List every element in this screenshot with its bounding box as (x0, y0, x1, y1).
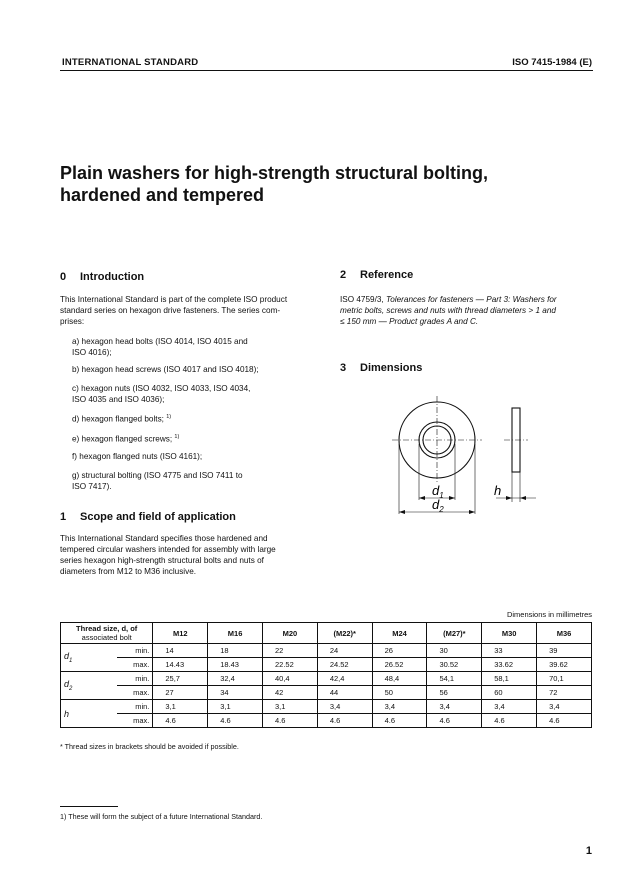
dimensions-heading-text: Dimensions (360, 362, 423, 374)
table-cell: 42 (263, 686, 318, 700)
footnote-ref: 1) (166, 414, 172, 420)
intro-list-item-g (72, 470, 243, 492)
intro-list-item-f (72, 451, 202, 462)
table-cell: 3,4 (537, 700, 592, 714)
table-cell: 30 (427, 644, 482, 658)
max-label: max. (117, 686, 153, 700)
reference-heading (340, 269, 413, 281)
table-footnote: * Thread sizes in brackets should be avoided if possible. (60, 742, 239, 751)
washer-drawing (392, 378, 542, 518)
reference-heading-text: Reference (360, 269, 414, 281)
table-cell: 40,4 (263, 672, 318, 686)
title-line-1: Plain washers for high-strength structural bolting, (60, 163, 489, 183)
scope-line: tempered circular washers intended for assembly with large (60, 545, 276, 554)
reference-number: 2 (340, 269, 347, 281)
list-item-line: d) hexagon flanged bolts; (72, 414, 164, 424)
list-item-line: ISO 7417). (72, 482, 112, 491)
table-row (61, 658, 592, 672)
table-cell: 3,4 (482, 700, 537, 714)
size-header: M36 (537, 623, 592, 644)
scope-number: 1 (60, 511, 67, 523)
table-cell: 4.6 (317, 714, 372, 728)
reference-line (340, 294, 592, 305)
size-header: M30 (482, 623, 537, 644)
table-cell: 32,4 (208, 672, 263, 686)
list-item-line: c) hexagon nuts (ISO 4032, ISO 4033, ISO 4034, (72, 384, 251, 393)
table-row (61, 700, 592, 714)
table-cell: 22 (263, 644, 318, 658)
table-cell: 18.43 (208, 658, 263, 672)
intro-heading (60, 271, 144, 283)
table-row (61, 714, 592, 728)
scope-heading (60, 511, 236, 523)
list-item-line: b) hexagon head screws (ISO 4017 and ISO 4018); (72, 365, 259, 374)
table-cell: 27 (153, 686, 208, 700)
row-symbol-d1: $d_1$ (61, 644, 118, 672)
label-h: h (494, 483, 502, 498)
list-item-line: ISO 4016); (72, 348, 112, 357)
table-cell: 24.52 (317, 658, 372, 672)
dimensions-number: 3 (340, 362, 347, 374)
arrow-head (506, 496, 512, 500)
dimensions-heading (340, 362, 422, 374)
table-cell: 14.43 (153, 658, 208, 672)
arrow-head (469, 510, 475, 514)
table-cell: 26 (372, 644, 427, 658)
table-cell: 3,4 (372, 700, 427, 714)
table-row (61, 686, 592, 700)
table-cell: 42,4 (317, 672, 372, 686)
table-cell: 33.62 (482, 658, 537, 672)
table-row (61, 644, 592, 658)
table-cell: 14 (153, 644, 208, 658)
table-cell: 4.6 (427, 714, 482, 728)
intro-line: prises: (60, 317, 85, 326)
scope-line: series hexagon high-strength structural bolts and nuts of (60, 556, 264, 565)
thread-size-header (61, 623, 153, 644)
title-line-2: hardened and tempered (60, 185, 265, 205)
intro-list-item-c (72, 383, 250, 405)
intro-list-item-e (72, 432, 179, 445)
dimensions-table (60, 622, 592, 728)
scope-line: This International Standard specifies those hardened and (60, 534, 268, 543)
table-cell: 34 (208, 686, 263, 700)
table-cell: 26.52 (372, 658, 427, 672)
reference-line: ≤ 150 mm — Product grades A and C. (340, 317, 479, 326)
scope-paragraph (60, 533, 312, 577)
intro-list-item-b (72, 364, 259, 375)
header-document-number: ISO 7415-1984 (E) (512, 57, 592, 68)
list-item-line: e) hexagon flanged screws; (72, 434, 173, 444)
footnote-rule (60, 806, 118, 807)
header-rule (60, 70, 593, 71)
table-cell: 39.62 (537, 658, 592, 672)
table-cell: 4.6 (153, 714, 208, 728)
header-line: associated bolt (81, 633, 132, 642)
label-d2: $d_2$ (432, 497, 444, 514)
table-cell: 58,1 (482, 672, 537, 686)
list-item-line: g) structural bolting (ISO 4775 and ISO 7411 to (72, 471, 243, 480)
header-standard-label: INTERNATIONAL STANDARD (62, 57, 199, 68)
table-cell: 54,1 (427, 672, 482, 686)
table-cell: 70,1 (537, 672, 592, 686)
table-cell: 25,7 (153, 672, 208, 686)
table-cell: 24 (317, 644, 372, 658)
table-cell: 48,4 (372, 672, 427, 686)
scope-heading-text: Scope and field of application (80, 511, 236, 523)
table-cell: 3,4 (427, 700, 482, 714)
intro-paragraph (60, 294, 312, 327)
row-symbol-h: h (61, 700, 118, 728)
intro-list-item-a (72, 336, 248, 358)
table-cell: 3,1 (263, 700, 318, 714)
min-label: min. (117, 700, 153, 714)
units-note: Dimensions in millimetres (506, 610, 592, 619)
list-item-line: ISO 4035 and ISO 4036); (72, 395, 165, 404)
size-header: M20 (263, 623, 318, 644)
arrow-head (449, 496, 455, 500)
size-header: M16 (208, 623, 263, 644)
table-cell: 56 (427, 686, 482, 700)
reference-doc-title: Tolerances for fasteners — Part 3: Washers for (385, 295, 557, 304)
table-cell: 3,1 (153, 700, 208, 714)
arrow-head (520, 496, 526, 500)
reference-line: metric bolts, screws and nuts with thread diameters > 1 and (340, 306, 556, 315)
table-cell: 4.6 (208, 714, 263, 728)
reference-doc-number: ISO 4759/3, (340, 295, 386, 304)
label-d1: $d_1$ (432, 483, 444, 500)
table-cell: 3,1 (208, 700, 263, 714)
intro-list-item-d (72, 412, 171, 425)
table-cell: 4.6 (263, 714, 318, 728)
table-cell: 44 (317, 686, 372, 700)
arrow-head (419, 496, 425, 500)
list-item-line: f) hexagon flanged nuts (ISO 4161); (72, 452, 203, 461)
table-cell: 4.6 (372, 714, 427, 728)
table-cell: 4.6 (482, 714, 537, 728)
size-header: (M22)* (317, 623, 372, 644)
table-cell: 3,4 (317, 700, 372, 714)
intro-heading-text: Introduction (80, 271, 145, 283)
table-cell: 39 (537, 644, 592, 658)
size-header: (M27)* (427, 623, 482, 644)
max-label: max. (117, 714, 153, 728)
scope-line: diameters from M12 to M36 inclusive. (60, 567, 197, 576)
page-footnote: 1) These will form the subject of a future International Standard. (60, 812, 263, 821)
table-row (61, 672, 592, 686)
max-label: max. (117, 658, 153, 672)
page-number: 1 (585, 845, 592, 857)
min-label: min. (117, 644, 153, 658)
intro-line: This International Standard is part of the complete ISO product (60, 295, 288, 304)
table-cell: 18 (208, 644, 263, 658)
table-cell: 60 (482, 686, 537, 700)
list-item-line: a) hexagon head bolts (ISO 4014, ISO 4015 and (72, 337, 248, 346)
size-header: M12 (153, 623, 208, 644)
table-cell: 33 (482, 644, 537, 658)
row-symbol-d2: $d_2$ (61, 672, 118, 700)
intro-number: 0 (60, 271, 67, 283)
reference-paragraph (340, 294, 592, 327)
table-cell: 30.52 (427, 658, 482, 672)
table-cell: 50 (372, 686, 427, 700)
min-label: min. (117, 672, 153, 686)
page-title (60, 162, 580, 206)
footnote-ref: 1) (174, 434, 180, 440)
size-header: M24 (372, 623, 427, 644)
arrow-head (399, 510, 405, 514)
header-line: Thread size, d, of (76, 624, 138, 633)
table-cell: 72 (537, 686, 592, 700)
table-header-row (61, 623, 592, 644)
intro-line: standard series on hexagon drive fasteners. The series com- (60, 306, 281, 315)
table-cell: 4.6 (537, 714, 592, 728)
table-cell: 22.52 (263, 658, 318, 672)
